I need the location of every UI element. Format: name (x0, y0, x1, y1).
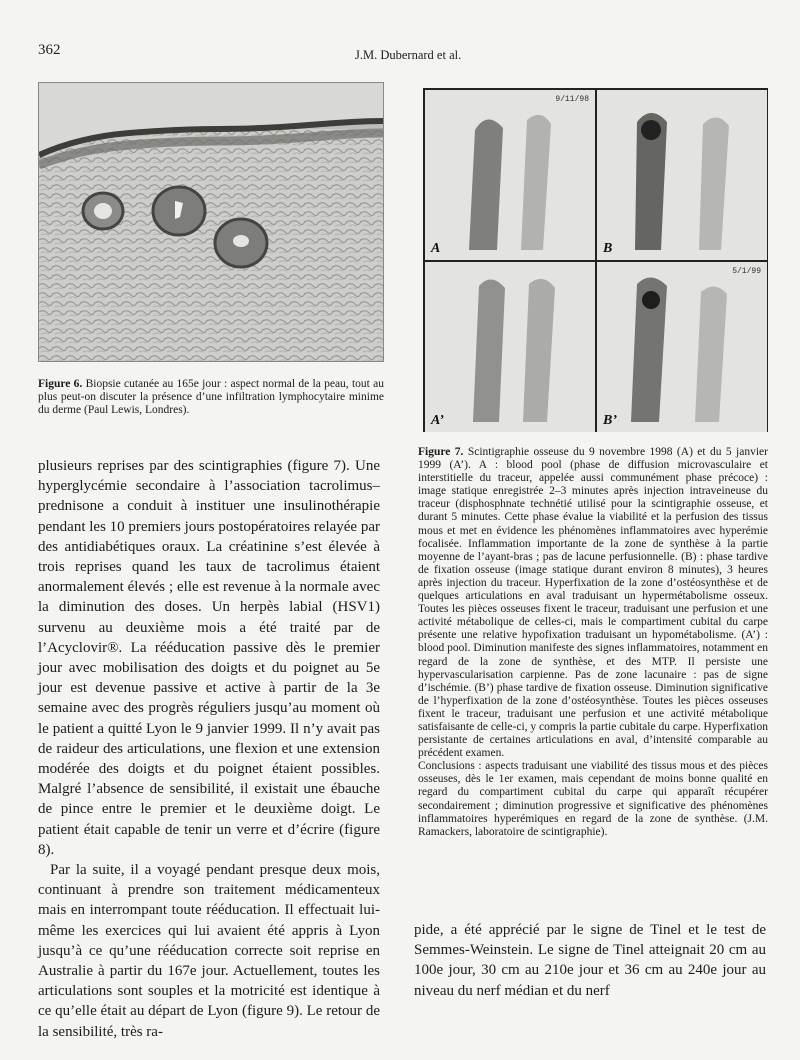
paragraph: plusieurs reprises par des scintigraphies (figure 7). Une hyperglycémie secondaire à l’association tacrolimus–prednisone a conduit à instituer une insulinothérapie pendant les 10 premiers jours postopératoires relayée par des antidiabétiques oraux. La créatinine s’est élevée à trois reprises quand les taux de tacrolimus étaient anormalement élevés ; elle est revenue à la normale avec la diminution des doses. Un herpès labial (HSV1) survenu au deuxième mois a été traité par de l’Acyclovir®. La rééducation passive dès le premier jour avec mobilisation des doigts et du poignet au 5e jour est devenue passive et active à partir de la 3e semaine avec des progrès réguliers jusqu’au moment où le patient a quitté Lyon le 9 janvier 1999. Il n’y avait pas de raideur des articulations, une flexion et une extension modérée des doigts et du poignet étaient possibles. Malgré l’absence de sensibilité, il existait une ébauche de pince entre le premier et le deuxième doigt. Le patient était capable de tenir un verre et d’écrire (figure 8). (38, 458, 380, 858)
figure-6-biopsy-image (38, 82, 384, 362)
forearm-scan-illustration (597, 90, 767, 260)
figure-7-caption-text: Scintigraphie osseuse du 9 novembre 1998 (A) et du 5 janvier 1999 (A’). A : blood pool (phase de diffusion microvasculaire et interstitielle du traceur, appelée aussi communément phase précoce) : image statique enregistrée 2–3 minutes après injection intraveineuse du traceur (disphosphnate technétié utilisé pour la scintigraphie osseuse, et durant 5 minutes. Cette phase évalue la viabilité et la perfusion des tissus mous et met en évidence les phénomènes inflammatoires avec hyperémie focalisée. Inflammation importante de la zone de synthèse à la partie moyenne de l’ayant-bras ; pas de lacune perfusionnelle. (B) : phase tardive de fixation osseuse (image statique durant environ 8 minutes), 3 heures après injection du traceur. Hyperfixation de la zone d’ostéosynthèse et de quelques articulations en aval traduisant un hypermétabolisme osseux. Toutes les pièces osseuses fixent le traceur, traduisant une perfusion et une activité métabolique de celles-ci, mais le compartiment cubital du carpe présente une relative hypofixation traduisant un hypométabolisme. (A’) : blood pool. Diminution manifeste des signes inflammatoires, notamment en regard de la zone de synthèse, et des MTP. Il persiste une hypervascularisation carpienne. Pas de zone lacunaire : pas de signe d’ischémie. (B’) phase tardive de fixation osseuse. Diminution significative de l’hyperfixation de la zone d’ostéosynthèse. Toutes les pièces osseuses fixent le traceur, traduisant une perfusion et une activité métabolique satisfaisante de celle-ci, y compris la partie cubitale du carpe. Hyperfixation persistante de certaines articulations en aval, d’intensité comparable au précédent examen. (418, 446, 768, 760)
scan-panel-b (597, 90, 767, 260)
paragraph: pide, a été apprécié par le signe de Tinel et le test de Semmes-Weinstein. Le signe de Tinel atteignait 20 cm au 100e jour, 30 cm au 210e jour et 36 cm au 240e jour au niveau du nerf médian et du nerf (414, 922, 766, 999)
body-text-right-column (414, 920, 766, 1001)
panel-label: A’ (431, 413, 444, 428)
forearm-scan-illustration (597, 262, 767, 432)
panel-label: B (603, 241, 613, 256)
running-header-authors: J.M. Dubernard et al. (355, 48, 462, 62)
panel-label: B’ (603, 413, 617, 428)
scan-panel-b-prime (597, 262, 767, 432)
scan-panel-a (425, 90, 595, 260)
scan-panel-a-prime (425, 262, 595, 432)
figure-6-caption (38, 378, 384, 417)
skin-histology-illustration (39, 83, 383, 361)
forearm-scan-illustration (425, 90, 595, 260)
forearm-scan-illustration (425, 262, 595, 432)
figure-7-label: Figure 7. (418, 446, 464, 458)
figure-7-caption (418, 446, 768, 839)
panel-label: A (431, 241, 441, 256)
panel-date: 5/1/99 (732, 267, 761, 276)
body-text-left-column (38, 456, 380, 1042)
figure-6-caption-text: Biopsie cutanée au 165e jour : aspect normal de la peau, tout au plus peut-on discuter la présence d’une infiltration lymphocytaire minime du derme (Paul Lewis, Londres). (38, 378, 384, 416)
paragraph: Par la suite, il a voyagé pendant presque deux mois, continuant à prendre son traitement médicamenteux mais en interrompant toute rééducation. Il effectuait lui-même les exercices qui lui avaient été appris à Lyon jusqu’à ce qu’une rééducation correcte soit reprise en Australie à partir du 167e jour. Actuellement, toutes les articulations sont souples et la motricité est identique à ce qu’elle était au départ de Lyon (figure 9). Le retour de la sensibilité, très ra- (38, 862, 380, 1040)
figure-7-scintigraphy (423, 88, 768, 432)
page-number: 362 (38, 42, 61, 58)
figure-7-conclusion: Conclusions : aspects traduisant une viabilité des tissus mous et des pièces osseuses, dès le 1er examen, mais cependant de moins bonne qualité en regard du compartiment cubital du carpe qui apparaît récupérer secondairement ; diminution progressive et significative des phénomènes inflammatoires hyperémiques en regard de la zone de synthèse. (J.M. Ramackers, laboratoire de scintigraphie). (418, 760, 768, 838)
panel-date: 9/11/98 (555, 95, 589, 104)
figure-6-label: Figure 6. (38, 378, 83, 390)
